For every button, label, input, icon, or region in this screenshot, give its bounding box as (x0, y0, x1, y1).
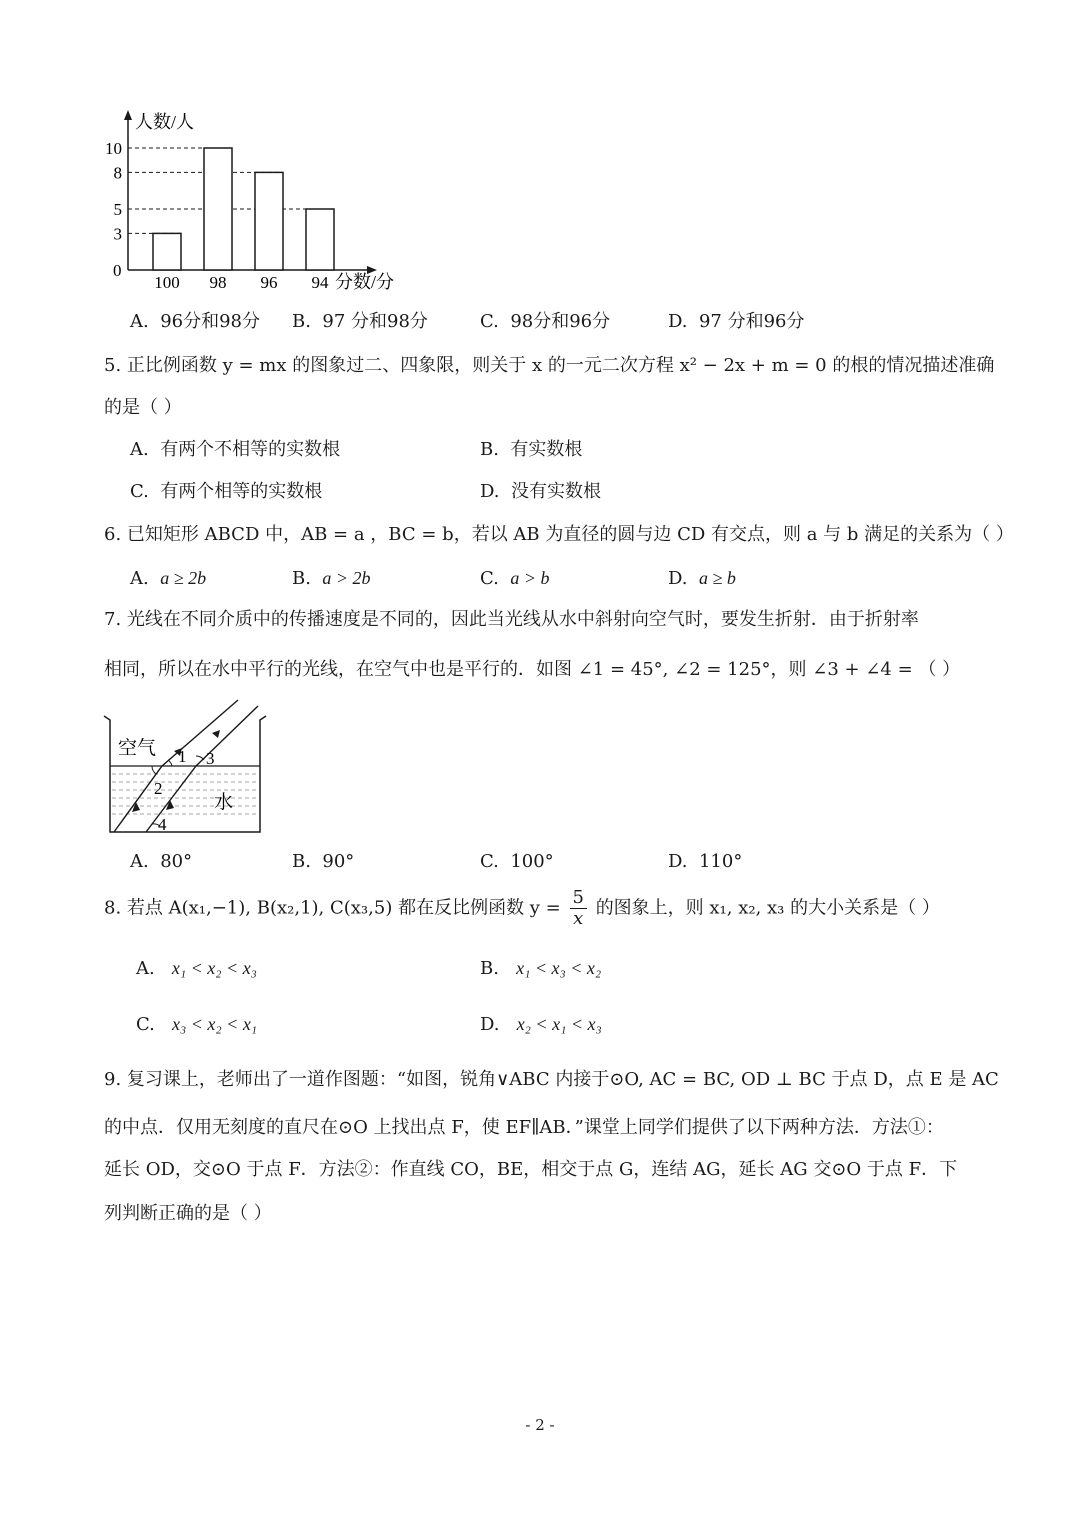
angle-arc (168, 760, 172, 766)
option-text: a ≥ b (698, 568, 736, 588)
q4-option-c[interactable] (480, 310, 610, 334)
option-letter: C. (480, 568, 499, 589)
option-text: x₁ < x₃ < x₂ (516, 958, 602, 978)
x-tick-label-98: 98 (209, 273, 227, 292)
fraction-denominator: x (573, 908, 584, 929)
option-letter: D. (668, 311, 688, 332)
q6-option-d[interactable] (668, 566, 736, 591)
option-text: 96分和98分 (160, 311, 260, 332)
fraction-5-over-x (570, 888, 587, 929)
q6-stem: 6. 已知矩形 ABCD 中，AB = a ，BC = b，若以 AB 为直径的圆与边 CD 有交点，则 a 与 b 满足的关系为（ ） (104, 524, 1014, 545)
q9-stem-line1: 9. 复习课上，老师出了一道作图题：“如图，锐角∨ABC 内接于⊙O, AC = BC, OD ⊥ BC 于点 D，点 E 是 AC (104, 1069, 999, 1090)
option-letter: B. (292, 311, 311, 332)
q4-option-d[interactable] (668, 310, 805, 334)
q8-option-c[interactable] (136, 1012, 257, 1037)
bar-98 (204, 148, 232, 270)
q6-option-a[interactable] (130, 566, 206, 591)
option-text: 80° (160, 851, 193, 872)
option-text: 110° (698, 851, 743, 872)
option-text: x₁ < x₂ < x₃ (171, 958, 257, 978)
x-tick-label-96: 96 (260, 273, 278, 292)
option-letter: C. (136, 1014, 155, 1035)
q7-stem-line2: 相同，所以在水中平行的光线，在空气中也是平行的．如图 ∠1 = 45°, ∠2 = 125°，则 ∠3 + ∠4 = （ ） (104, 659, 961, 680)
refraction-figure (100, 698, 270, 838)
option-text: 有实数根 (510, 439, 583, 460)
option-text: 97 分和96分 (698, 311, 805, 332)
q4-option-a[interactable] (130, 310, 260, 334)
angle-1-label: 1 (178, 747, 187, 766)
option-letter: D. (480, 1014, 500, 1035)
q8-option-a[interactable] (136, 956, 257, 981)
page-number: - 2 - (525, 1416, 555, 1434)
q8-stem (104, 888, 940, 929)
q5-stem-line1: 5. 正比例函数 y = mx 的图象过二、四象限，则关于 x 的一元二次方程 x² − 2x + m = 0 的根的情况描述准确 (104, 355, 995, 376)
option-text: x₂ < x₁ < x₃ (516, 1014, 602, 1034)
q7-option-c[interactable] (480, 850, 554, 874)
y-axis-arrow (124, 110, 132, 120)
q8-option-d[interactable] (480, 1012, 602, 1037)
option-text: 有两个相等的实数根 (160, 481, 323, 502)
angle-3-label: 3 (206, 749, 215, 768)
bar-96 (255, 172, 283, 270)
fraction-numerator: 5 (570, 888, 587, 909)
bar-94 (306, 209, 334, 270)
option-text: 100° (510, 851, 554, 872)
q9-stem-line2: 的中点．仅用无刻度的直尺在⊙O 上找出点 F，使 EF∥AB．”课堂上同学们提供了以下两种方法．方法①： (104, 1117, 944, 1138)
q7-option-b[interactable] (292, 850, 354, 874)
option-letter: B. (480, 439, 499, 460)
angle-2-label: 2 (154, 779, 163, 798)
y-tick-label-5: 5 (113, 200, 122, 219)
q4-option-b[interactable] (292, 310, 428, 334)
origin-label: 0 (113, 261, 122, 280)
y-tick-label-3: 3 (113, 224, 122, 244)
angle-4-label: 4 (158, 815, 167, 834)
option-letter: A. (130, 851, 149, 872)
option-letter: B. (292, 568, 311, 589)
option-text: 有两个不相等的实数根 (160, 439, 341, 460)
option-letter: D. (668, 568, 688, 589)
option-text: 97 分和98分 (322, 311, 428, 332)
q8-stem-pre: 8. 若点 A(x₁,−1), B(x₂,1), C(x₃,5) 都在反比例函数 y = (104, 897, 561, 919)
option-letter: D. (668, 851, 688, 872)
score-bar-chart (95, 100, 425, 300)
option-letter: C. (480, 851, 499, 872)
option-letter: C. (130, 481, 149, 502)
option-letter: B. (480, 958, 499, 979)
q5-stem-line2: 的是（ ） (104, 397, 182, 418)
option-text: a ≥ 2b (160, 568, 207, 588)
q5-option-a[interactable] (130, 438, 340, 462)
q5-option-b[interactable] (480, 438, 582, 462)
light-ray-right (146, 706, 258, 832)
q7-option-a[interactable] (130, 850, 192, 874)
q6-option-b[interactable] (292, 566, 371, 591)
x-tick-label-94: 94 (311, 273, 329, 292)
q5-option-c[interactable] (130, 480, 322, 504)
y-tick-label-10: 10 (105, 139, 122, 158)
q7-stem-line1: 7. 光线在不同介质中的传播速度是不同的，因此当光线从水中斜射向空气时，要发生折射．由于折射率 (104, 609, 919, 630)
y-tick-label-8: 8 (113, 163, 122, 183)
option-letter: A. (130, 568, 149, 589)
angle-arc (152, 766, 156, 774)
water-label: 水 (214, 792, 234, 813)
option-letter: B. (292, 851, 311, 872)
option-letter: D. (480, 481, 500, 502)
x-tick-label-100: 100 (154, 273, 180, 292)
option-text: a > b (510, 568, 550, 588)
option-text: a > 2b (322, 568, 371, 588)
option-text: x₃ < x₂ < x₁ (172, 1014, 258, 1034)
option-letter: A. (130, 311, 149, 332)
q5-option-d[interactable] (480, 480, 601, 504)
bar-100 (153, 233, 181, 270)
option-letter: A. (130, 439, 149, 460)
q6-option-c[interactable] (480, 566, 549, 591)
option-letter: A. (136, 958, 155, 979)
x-axis-label: 分数/分 (335, 272, 395, 292)
q7-option-d[interactable] (668, 850, 742, 874)
option-text: 98分和96分 (510, 311, 611, 332)
q8-stem-post: 的图象上，则 x₁, x₂, x₃ 的大小关系是（ ） (595, 897, 940, 919)
ray-arrow (212, 730, 220, 738)
option-text: 没有实数根 (510, 481, 601, 502)
q9-stem-line3: 延长 OD，交⊙O 于点 F．方法②：作直线 CO，BE，相交于点 G，连结 AG，延长 AG 交⊙O 于点 F．下 (104, 1159, 958, 1180)
option-letter: C. (480, 311, 499, 332)
option-text: 90° (322, 851, 355, 872)
ray-arrow (132, 802, 140, 812)
q9-stem-line4: 列判断正确的是（ ） (104, 1203, 272, 1224)
y-axis-label: 人数/人 (135, 112, 195, 132)
air-label: 空气 (118, 738, 157, 759)
q8-option-b[interactable] (480, 956, 601, 981)
